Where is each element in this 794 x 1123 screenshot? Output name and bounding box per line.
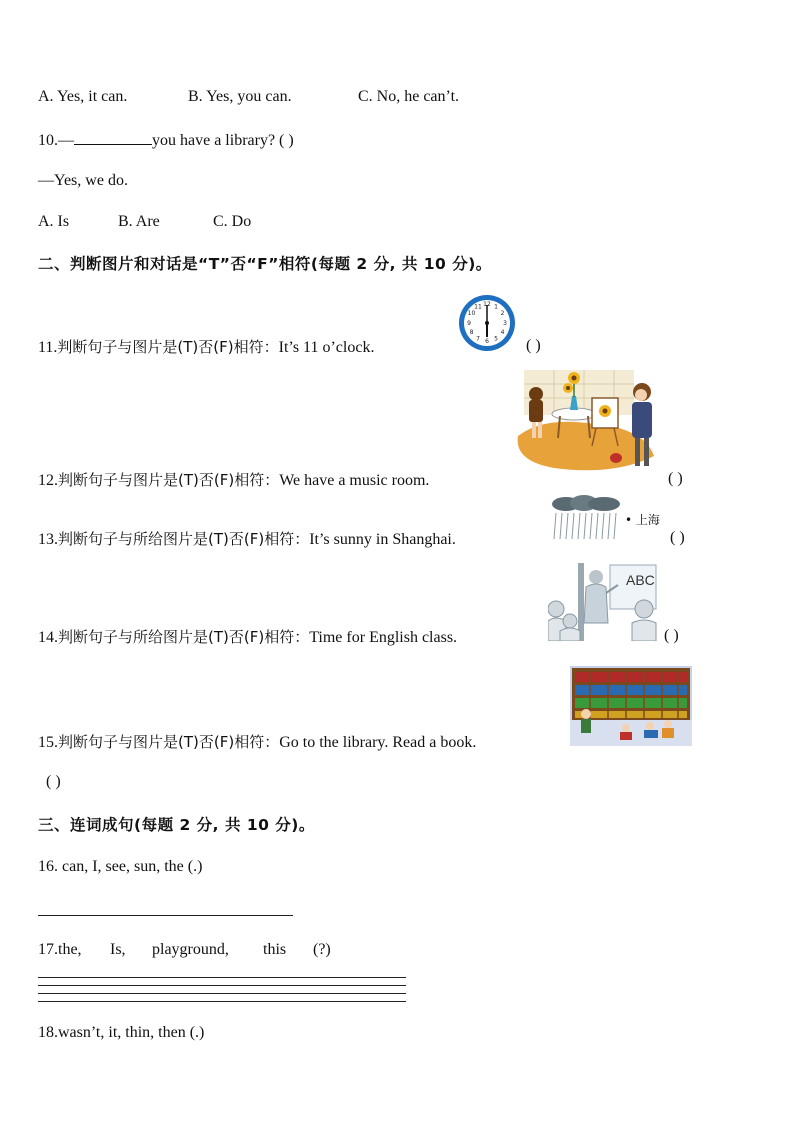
svg-text:9: 9 <box>467 320 471 327</box>
q15-sentence: Go to the library. Read a book. <box>279 734 477 751</box>
q13-answer-paren[interactable]: ( ) <box>670 529 685 546</box>
section-3-title: 三、连词成句(每题 2 分, 共 10 分)。 <box>38 816 315 834</box>
q17-answer-line-4[interactable] <box>38 1001 406 1002</box>
q10-answer: —Yes, we do. <box>38 172 128 189</box>
q11-answer-paren[interactable]: ( ) <box>526 337 541 354</box>
q12-instruction: 判断句子与图片是(T)否(F)相符： <box>58 471 280 489</box>
q14-instruction: 判断句子与所给图片是(T)否(F)相符： <box>58 628 310 646</box>
q11-instruction: 判断句子与图片是(T)否(F)相符： <box>57 338 279 356</box>
question-18: 18.wasn’t, it, thin, then (.) <box>38 1024 205 1041</box>
abc-board-label: ABC <box>626 572 655 588</box>
svg-text:5: 5 <box>494 335 498 343</box>
q15-instruction: 判断句子与图片是(T)否(F)相符： <box>58 733 280 751</box>
q11-number: 11. <box>38 339 58 356</box>
q17-word-2: Is, <box>110 941 126 958</box>
question-16: 16. can, I, see, sun, the (.) <box>38 858 203 875</box>
shanghai-label: • 上海 <box>625 513 660 527</box>
rain-cloud-image <box>548 495 624 541</box>
question-12 <box>38 470 429 491</box>
q12-sentence: We have a music room. <box>279 472 430 489</box>
q15-answer-paren[interactable]: ( ) <box>46 773 61 790</box>
q13-sentence: It’s sunny in Shanghai. <box>309 531 456 548</box>
q10-suffix: you have a library? ( ) <box>152 132 294 149</box>
question-11 <box>38 337 374 358</box>
q9-option-c: C. No, he can’t. <box>358 88 460 105</box>
q9-option-b: B. Yes, you can. <box>188 88 292 105</box>
art-class-image <box>514 366 662 478</box>
question-14 <box>38 627 457 648</box>
svg-text:2: 2 <box>500 310 505 317</box>
q10-option-a: A. Is <box>38 213 70 230</box>
q17-word-5: (?) <box>313 941 331 958</box>
q17-answer-line-1[interactable] <box>38 977 406 978</box>
q14-sentence: Time for English class. <box>309 629 458 646</box>
clock-image <box>457 293 517 353</box>
q15-number: 15. <box>38 734 58 751</box>
q12-answer-paren[interactable]: ( ) <box>668 470 683 487</box>
question-15 <box>38 732 476 753</box>
q10-option-c: C. Do <box>213 213 252 230</box>
q11-sentence: It’s 11 o’clock. <box>278 339 375 356</box>
q12-number: 12. <box>38 472 58 489</box>
svg-text:4: 4 <box>500 329 505 336</box>
q17-word-1: 17.the, <box>38 941 82 958</box>
q17-word-4: this <box>263 941 287 958</box>
library-image <box>570 666 692 746</box>
svg-text:6: 6 <box>485 338 489 345</box>
answer-blank[interactable] <box>74 130 152 145</box>
q13-number: 13. <box>38 531 58 548</box>
svg-text:1: 1 <box>494 303 498 311</box>
q17-answer-line-2[interactable] <box>38 985 406 986</box>
svg-text:12: 12 <box>483 301 491 308</box>
q14-number: 14. <box>38 629 58 646</box>
section-2-title: 二、判断图片和对话是“T”否“F”相符(每题 2 分, 共 10 分)。 <box>38 255 492 273</box>
q10-prefix: 10.— <box>38 132 74 149</box>
svg-text:7: 7 <box>476 335 480 343</box>
q13-instruction: 判断句子与所给图片是(T)否(F)相符： <box>58 530 310 548</box>
svg-text:8: 8 <box>469 329 474 336</box>
question-17 <box>38 940 82 960</box>
svg-text:11: 11 <box>474 303 482 311</box>
svg-text:10: 10 <box>467 310 476 317</box>
q9-option-a: A. Yes, it can. <box>38 88 128 105</box>
svg-text:3: 3 <box>503 320 507 327</box>
q16-answer-line[interactable] <box>38 915 293 916</box>
q17-answer-line-3[interactable] <box>38 993 406 994</box>
q14-answer-paren[interactable]: ( ) <box>664 627 679 644</box>
q10-option-b: B. Are <box>118 213 160 230</box>
question-13 <box>38 529 456 550</box>
question-10 <box>38 130 294 151</box>
q17-word-3: playground, <box>152 941 229 958</box>
